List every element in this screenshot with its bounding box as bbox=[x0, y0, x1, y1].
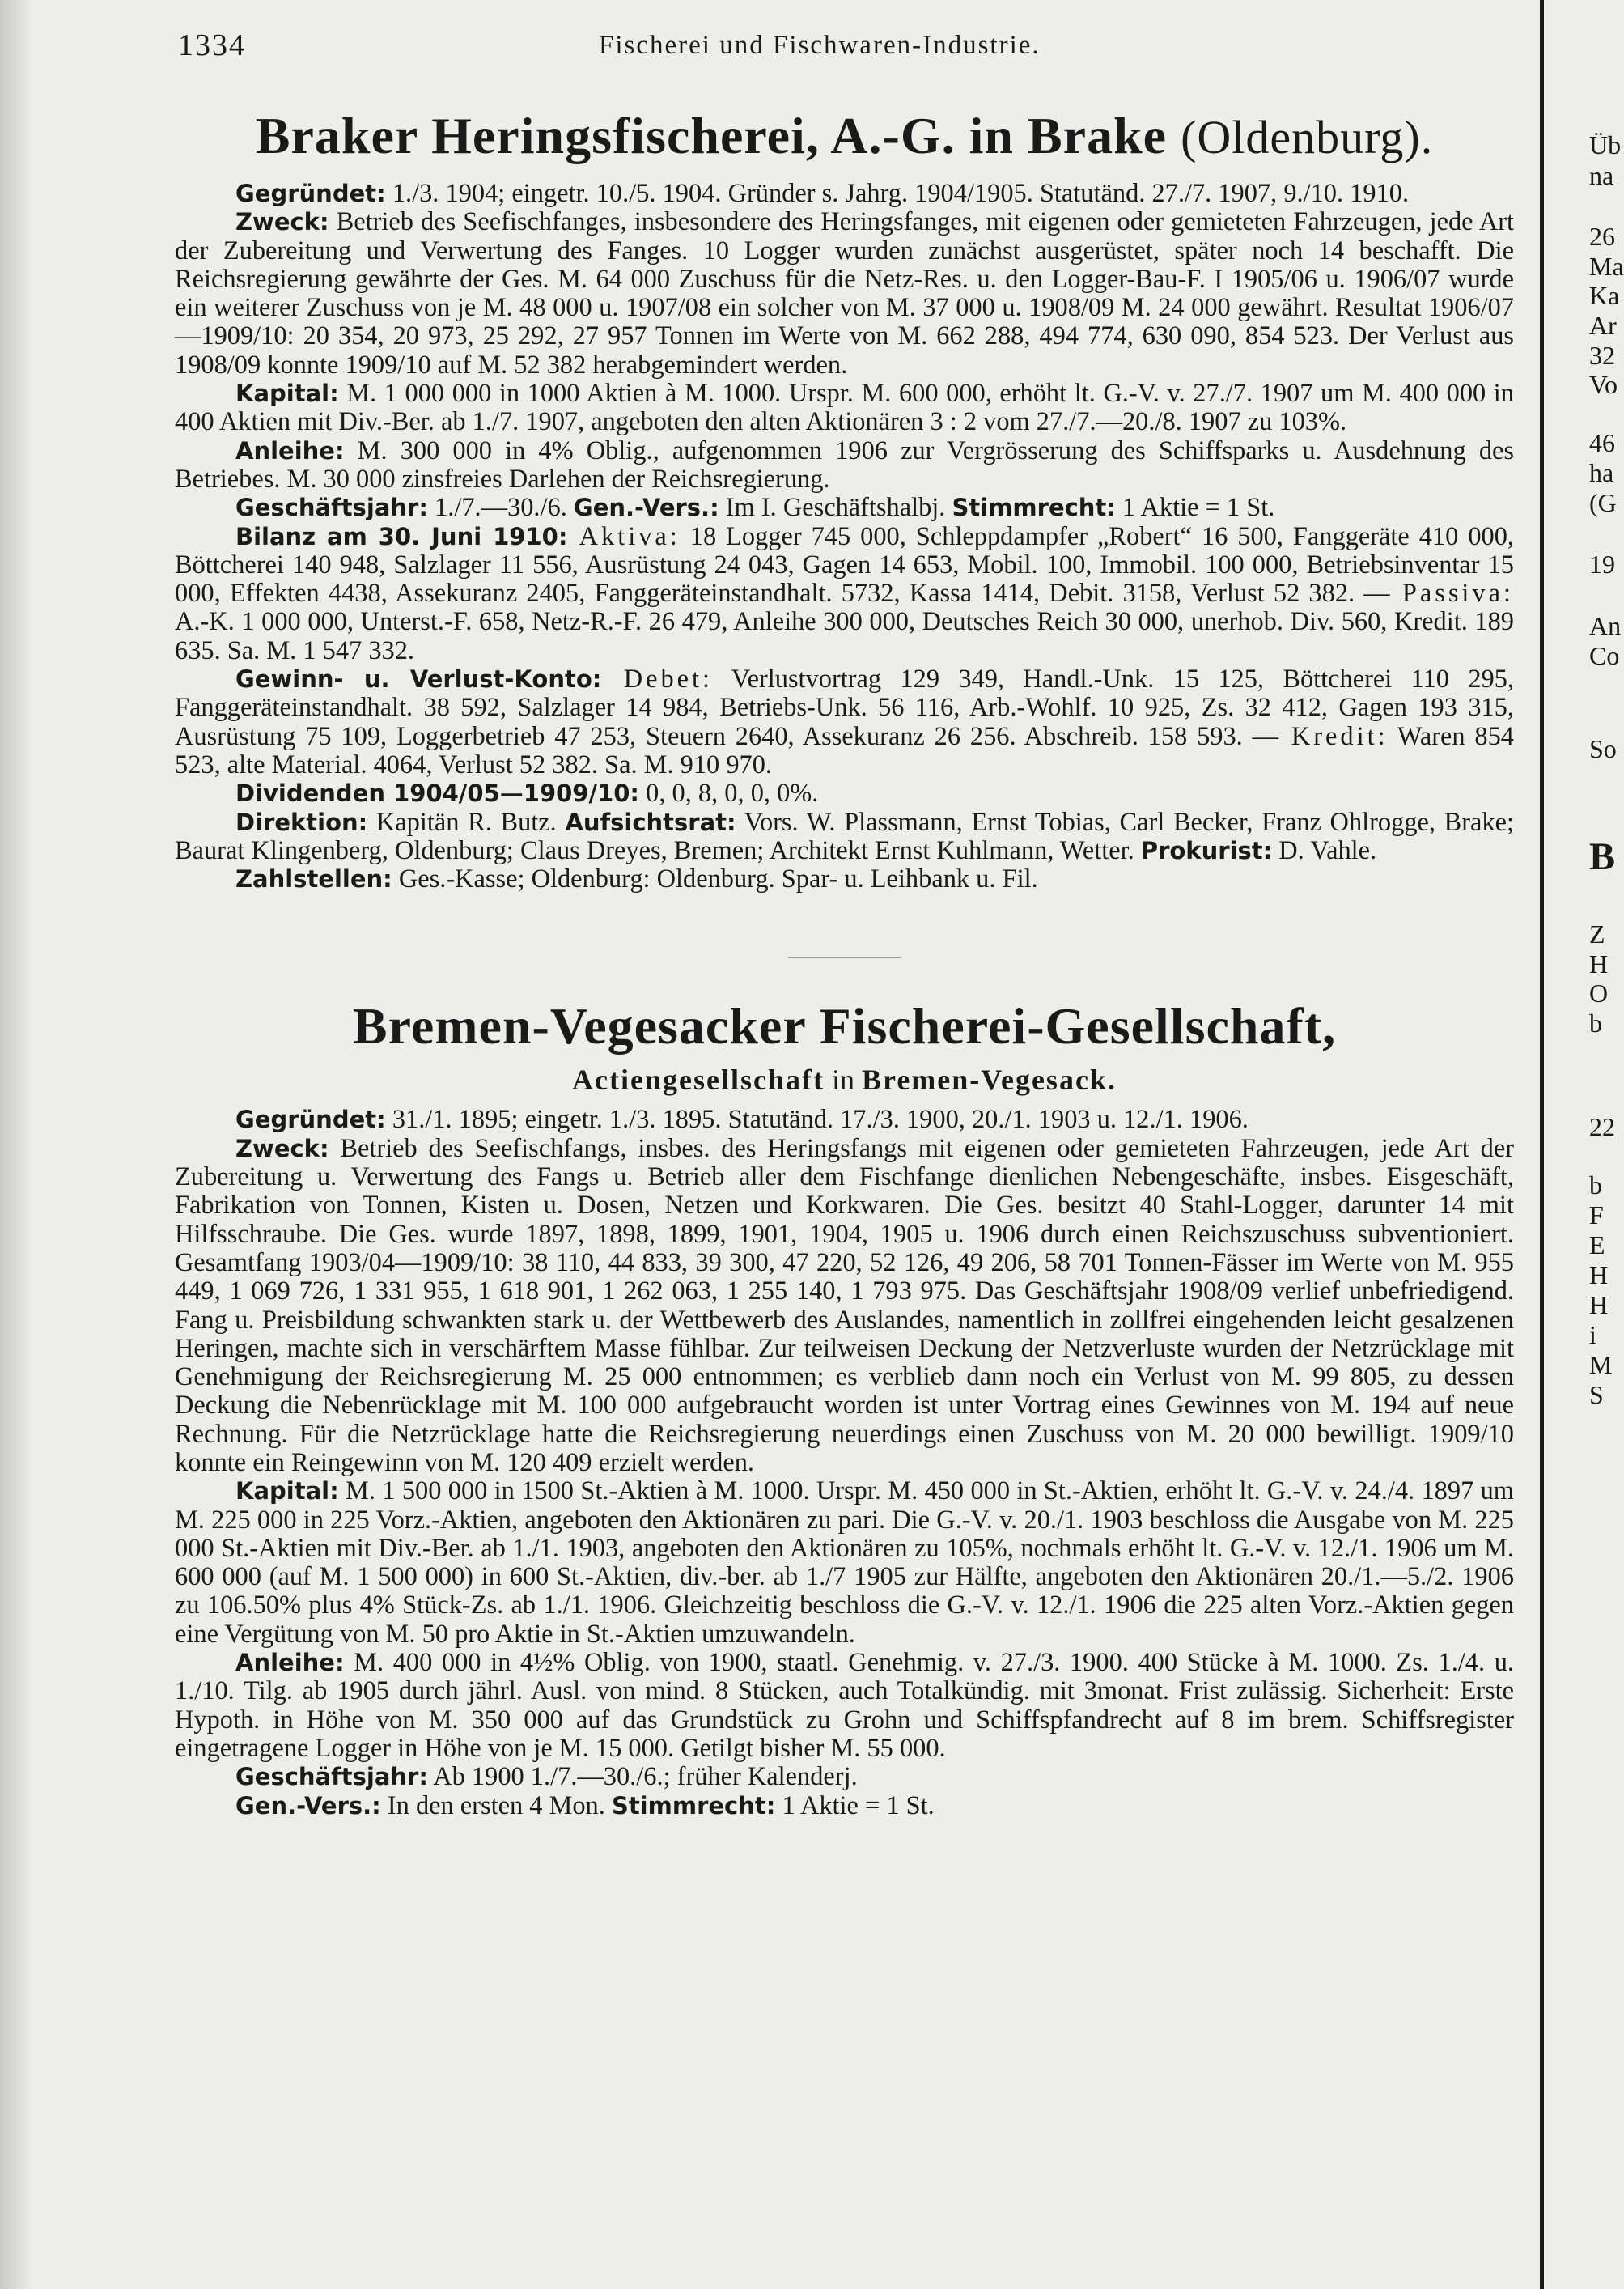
margin-fragment: 26 bbox=[1589, 222, 1615, 251]
entry1-anleihe: Anleihe: M. 300 000 in 4% Oblig., aufgenommen 1906 zur Vergrösserung des Schiffsparks u. Ausdehnung des Betriebes. M. 30 000 zinsfreies Darlehen der Reichsregierung. bbox=[175, 435, 1514, 494]
margin-fragment: H bbox=[1589, 1290, 1609, 1319]
margin-fragment: H bbox=[1589, 1260, 1609, 1289]
margin-fragment: 19 bbox=[1589, 550, 1615, 579]
margin-fragment: na bbox=[1589, 161, 1614, 190]
entry2-anleihe: Anleihe: M. 400 000 in 4½% Oblig. von 1900, staatl. Genehmig. v. 27./3. 1900. 400 Stücke à M. 1000. Zs. 1./4. u. 1./10. Tilg. ab 1905 durch jährl. Ausl. von mind. 8 Stücken, auch Totalkündig. mit 3monat. Frist zulässig. Sicherheit: Erste Hypoth. in Höhe von M. 350 000 auf das Grundstück zu Grohn und Schiffspfandrecht auf 8 im brem. Schiffsregister eingetragene Logger in Höhe von je M. 15 000. Getilgt bisher M. 55 000. bbox=[175, 1648, 1514, 1763]
margin-fragment: ha bbox=[1589, 458, 1614, 487]
margin-fragment: 46 bbox=[1589, 428, 1615, 457]
margin-fragment: Vo bbox=[1589, 370, 1618, 399]
margin-fragment: Z bbox=[1589, 919, 1605, 949]
main-column bbox=[175, 105, 1514, 1820]
margin-fragment: b bbox=[1589, 1170, 1602, 1200]
margin-fragment: i bbox=[1589, 1320, 1596, 1349]
margin-fragment: An bbox=[1589, 611, 1622, 640]
column-rule bbox=[1540, 0, 1544, 2289]
entry2-gen-vers: Gen.-Vers.: In den ersten 4 Mon. Stimmrecht: 1 Aktie = 1 St. bbox=[235, 1790, 935, 1820]
margin-fragment: 22 bbox=[1589, 1112, 1615, 1141]
margin-fragment: So bbox=[1589, 734, 1617, 763]
entry1-bilanz: Bilanz am 30. Juni 1910: Aktiva: 18 Logger 745 000, Schleppdampfer „Robert“ 16 500, Fanggeräte 410 000, Böttcherei 140 948, Salzlager 11 556, Ausrüstung 24 043, Gagen 14 653, Mobil. 100, Immobil. 100 000, Betriebsinventar 15 000, Effekten 4438, Assekuranz 2405, Fanggeräteinstandhalt. 5732, Kassa 1414, Debit. 3158, Verlust 52 382. — Passiva: A.-K. 1 000 000, Unterst.-F. 658, Netz-R.-F. 26 479, Anleihe 300 000, Deutsches Reich 30 000, unerhob. Div. 560, Kredit. 189 635. Sa. M. 1 547 332. bbox=[175, 521, 1514, 665]
margin-fragment: Co bbox=[1589, 641, 1620, 670]
margin-fragment: b bbox=[1589, 1009, 1602, 1038]
margin-fragment: Ar bbox=[1589, 311, 1617, 340]
margin-fragment: Üb bbox=[1589, 130, 1622, 159]
entry2-gegruendet: Gegründet: 31./1. 1895; eingetr. 1./3. 1895. Statutänd. 17./3. 1900, 20./1. 1903 u. 12./1. 1906. bbox=[235, 1105, 1249, 1135]
margin-fragment: O bbox=[1589, 979, 1609, 1008]
margin-fragment: E bbox=[1589, 1230, 1605, 1259]
entry1-kapital: Kapital: M. 1 000 000 in 1000 Aktien à M. 1000. Urspr. M. 600 000, erhöht lt. G.-V. v. 27./7. 1907 um M. 400 000 in 400 Aktien mit Div.-Ber. ab 1./7. 1907, angeboten den alten Aktionären 3 : 2 vom 27./7.—20./8. 1907 zu 103%. bbox=[175, 379, 1514, 437]
margin-fragment: S bbox=[1589, 1380, 1604, 1409]
page-header bbox=[0, 23, 1618, 71]
entry2-title: Bremen-Vegesacker Fischerei-Gesellschaft, bbox=[352, 997, 1337, 1055]
entry1-geschaeftsjahr: Geschäftsjahr: 1./7.—30./6. Gen.-Vers.: Im I. Geschäftshalbj. Stimmrecht: 1 Aktie = 1 St. bbox=[235, 493, 1275, 523]
entry1-title: Braker Heringsfischerei, A.-G. in Brake (Oldenburg). bbox=[255, 107, 1434, 164]
margin-fragment: F bbox=[1589, 1200, 1604, 1229]
section-separator bbox=[788, 957, 901, 958]
entry2-geschaeftsjahr: Geschäftsjahr: Ab 1900 1./7.—30./6.; früher Kalenderj. bbox=[235, 1762, 858, 1792]
margin-fragment: (G bbox=[1589, 488, 1617, 517]
margin-fragment: 32 bbox=[1589, 341, 1615, 370]
entry1-direktion: Direktion: Kapitän R. Butz. Aufsichtsrat: Vors. W. Plassmann, Ernst Tobias, Carl Becker, Franz Ohlrogge, Brake; Baurat Klingenberg, Oldenburg; Claus Dreyes, Bremen; Architekt Ernst Kuhlmann, Wetter. Prokurist: D. Vahle. bbox=[175, 807, 1514, 865]
entry1-dividenden: Dividenden 1904/05—1909/10: 0, 0, 8, 0, 0, 0%. bbox=[235, 779, 819, 809]
margin-fragment: Ma bbox=[1589, 252, 1624, 281]
entry1-zweck: Zweck: Betrieb des Seefischfanges, insbesondere des Heringsfanges, mit eigenen oder gemieteten Fahrzeugen, jede Art der Zubereitung und Verwertung des Fanges. 10 Logger wurden zunächst ausgerüstet, später noch 14 beschafft. Die Reichsregierung gewährte der Ges. M. 64 000 Zuschuss für die Netz-Res. u. den Logger-Bau-F. I 1905/06 u. 1906/07 wurde ein weiterer Zuschuss von je M. 48 000 u. 1907/08 ein solcher von M. 37 000 u. 1908/09 M. 24 000 gewährt. Resultat 1906/07—1909/10: 20 354, 20 973, 25 292, 27 957 Tonnen im Werte von M. 662 288, 494 774, 630 090, 854 523. Der Verlust aus 1908/09 konnte 1909/10 auf M. 52 382 herabgemindert werden. bbox=[175, 207, 1514, 380]
entry1-gewinn-verlust: Gewinn- u. Verlust-Konto: Debet: Verlustvortrag 129 349, Handl.-Unk. 15 125, Böttcherei 110 295, Fanggeräteinstandhalt. 38 592, Salzlager 14 984, Betriebs-Unk. 56 116, Arb.-Wohlf. 10 925, Zs. 32 412, Gagen 193 315, Ausrüstung 75 109, Loggerbetrieb 47 253, Steuern 2640, Assekuranz 26 256. Abschreib. 158 593. — Kredit: Waren 854 523, alte Material. 4064, Verlust 52 382. Sa. M. 910 970. bbox=[175, 665, 1515, 779]
page-edge-shadow bbox=[0, 0, 32, 2289]
entry2-subtitle: Actiengesellschaft in Bremen-Vegesack. bbox=[572, 1064, 1117, 1097]
running-head: Fischerei und Fischwaren-Industrie. bbox=[599, 31, 1041, 60]
page-number: 1334 bbox=[178, 28, 246, 62]
entry1-zahlstellen: Zahlstellen: Ges.-Kasse; Oldenburg: Oldenburg. Spar- u. Leihbank u. Fil. bbox=[235, 864, 1038, 894]
entry1-gegruendet: Gegründet: 1./3. 1904; eingetr. 10./5. 1904. Gründer s. Jahrg. 1904/1905. Statutänd. 27./7. 1907, 9./10. 1910. bbox=[235, 179, 1410, 208]
margin-fragment: M bbox=[1589, 1350, 1613, 1379]
margin-fragment: H bbox=[1589, 949, 1609, 979]
entry2-zweck: Zweck: Betrieb des Seefischfangs, insbes. des Heringsfangs mit eigenen oder gemieteten Fahrzeugen, jede Art der Zubereitung u. Verwertung des Fangs u. Betrieb aller dem Fischfange dienlichen Nebengeschäfte, insbes. Eisgeschäft, Fabrikation von Tonnen, Kisten u. Dosen, Netzen und Korkwaren. Die Ges. besitzt 40 Stahl-Logger, darunter 14 mit Hilfsschraube. Die Ges. wurde 1897, 1898, 1899, 1901, 1904, 1905 u. 1906 durch einen Reichszuschuss subventioniert. Gesamtfang 1903/04—1909/10: 38 110, 44 833, 39 300, 47 220, 52 126, 49 206, 58 701 Tonnen-Fässer im Werte von M. 955 449, 1 069 726, 1 331 955, 1 618 901, 1 262 063, 1 255 140, 1 793 975. Das Geschäftsjahr 1908/09 verlief unbefriedigend. Fang u. Preisbildung schwankten stark u. der Wettbewerb des Auslandes, namentlich in zollfrei eingehenden leicht gesalzenen Heringen, machte sich in verschärftem Masse fühlbar. Zur teilweisen Deckung der Netzverluste wurden der Netzrücklage mit Genehmigung der Reichsregierung M. 25 000 entnommen; es verblieb dann noch ein Verlust von M. 99 805, zu dessen Deckung die Nebenrücklage mit M. 100 000 aufgebraucht worden ist unter Vortrag eines Gewinnes von M. 194 auf neue Rechnung. Für die Netzrücklage hatte die Reichsregierung neuerdings einen Zuschuss von M. 20 000 bewilligt. 1909/10 konnte ein Reingewinn von M. 120 409 erzielt werden. bbox=[175, 1133, 1514, 1477]
margin-fragment: Ka bbox=[1589, 281, 1620, 310]
margin-fragment: B bbox=[1589, 835, 1616, 878]
entry2-kapital: Kapital: M. 1 500 000 in 1500 St.-Aktien à M. 1000. Urspr. M. 450 000 in St.-Aktien, erhöht lt. G.-V. v. 24./4. 1897 um M. 225 000 in 225 Vorz.-Aktien, angeboten den Aktionären zu pari. Die G.-V. v. 20./1. 1903 beschloss die Ausgabe von M. 225 000 St.-Aktien mit Div.-Ber. ab 1./1. 1903, angeboten den Aktionären zu 105%, nochmals erhöht lt. G.-V. v. 12./1. 1906 um M. 600 000 (auf M. 1 500 000) in 600 St.-Aktien, div.-ber. ab 1./7 1905 zur Hälfte, angeboten den Aktionären 20./1.—5./2. 1906 zu 106.50% plus 4% Stück-Zs. ab 1./1. 1906. Gleichzeitig beschloss die G.-V. v. 12./1. 1906 die 225 alten Vorz.-Aktien gegen eine Vergütung von M. 50 pro Aktie in St.-Aktien umzuwandeln. bbox=[175, 1476, 1514, 1649]
